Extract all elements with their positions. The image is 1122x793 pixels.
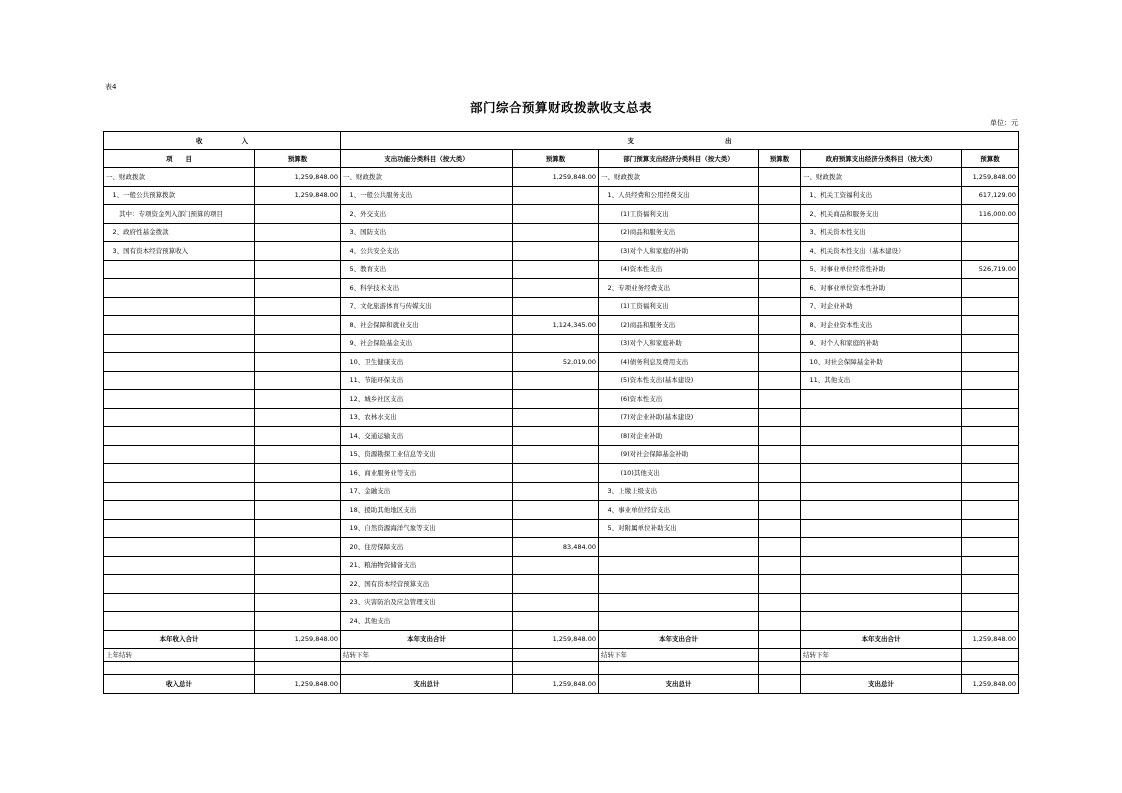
dept-econ-budget (759, 279, 801, 298)
gov-econ-item: 1、机关工资福利支出 (801, 186, 962, 205)
carry-income: 上年结转 (104, 649, 255, 662)
gov-econ-budget (962, 390, 1019, 409)
gov-econ-budget (962, 556, 1019, 575)
dept-econ-item: (8)对企业补助 (599, 427, 759, 446)
income-item: 3、国有资本经营预算收入 (104, 242, 255, 261)
gov-econ-item: 11、其他支出 (801, 371, 962, 390)
income-item (104, 445, 255, 464)
gov-grand-value: 1,259,848.00 (962, 675, 1019, 694)
func-item: 11、节能环保支出 (341, 371, 513, 390)
gov-econ-budget (962, 279, 1019, 298)
income-item (104, 260, 255, 279)
func-budget (513, 575, 599, 594)
dept-econ-budget (759, 556, 801, 575)
income-budget (255, 445, 341, 464)
gov-econ-item: 7、对企业补助 (801, 297, 962, 316)
gov-econ-item: 10、对社会保障基金补助 (801, 353, 962, 372)
gov-econ-item (801, 519, 962, 538)
gov-econ-item (801, 556, 962, 575)
func-item: 22、国有资本经营预算支出 (341, 575, 513, 594)
income-budget (255, 519, 341, 538)
func-budget (513, 612, 599, 631)
gov-econ-item (801, 408, 962, 427)
table-row (104, 408, 1019, 427)
dept-econ-item: (2)商品和服务支出 (599, 223, 759, 242)
table-row (104, 297, 1019, 316)
table-row (104, 556, 1019, 575)
func-item: 8、社会保障和就业支出 (341, 316, 513, 335)
func-item: 19、自然资源海洋气象等支出 (341, 519, 513, 538)
dept-econ-item: (5)资本性支出(基本建设) (599, 371, 759, 390)
table-row (104, 316, 1019, 335)
func-item: 1、一般公共服务支出 (341, 186, 513, 205)
income-item (104, 612, 255, 631)
gov-econ-item: 2、机关商品和服务支出 (801, 205, 962, 224)
func-item: 3、国防支出 (341, 223, 513, 242)
income-total-value: 1,259,848.00 (255, 630, 341, 649)
income-item (104, 556, 255, 575)
func-budget: 1,259,848.00 (513, 168, 599, 187)
func-budget (513, 186, 599, 205)
func-item: 10、卫生健康支出 (341, 353, 513, 372)
col-gov-econ-header: 政府预算支出经济分类科目（按大类） (801, 150, 962, 168)
func-item: 5、教育支出 (341, 260, 513, 279)
gov-econ-budget (962, 501, 1019, 520)
gov-econ-item (801, 501, 962, 520)
income-budget (255, 575, 341, 594)
dept-econ-budget (759, 538, 801, 557)
gov-econ-item: 3、机关资本性支出 (801, 223, 962, 242)
dept-econ-item (599, 593, 759, 612)
gov-econ-budget (962, 464, 1019, 483)
dept-econ-item: 3、上缴上级支出 (599, 482, 759, 501)
func-item: 6、科学技术支出 (341, 279, 513, 298)
dept-total-value (759, 630, 801, 649)
income-item: 1、一般公共预算拨款 (104, 186, 255, 205)
income-item (104, 538, 255, 557)
gov-econ-item: 4、机关资本性支出（基本建设） (801, 242, 962, 261)
func-total-label: 本年支出合计 (341, 630, 513, 649)
income-item: 一、财政拨款 (104, 168, 255, 187)
income-header: 收 入 (104, 132, 341, 150)
dept-econ-item: (4)债务利息及费用支出 (599, 353, 759, 372)
gov-econ-budget (962, 316, 1019, 335)
income-item (104, 519, 255, 538)
func-item: 4、公共安全支出 (341, 242, 513, 261)
table-row (104, 390, 1019, 409)
gov-econ-item (801, 538, 962, 557)
dept-econ-budget (759, 371, 801, 390)
func-budget (513, 205, 599, 224)
func-item: 18、援助其他地区支出 (341, 501, 513, 520)
func-item: 14、交通运输支出 (341, 427, 513, 446)
gov-econ-item (801, 445, 962, 464)
income-budget (255, 371, 341, 390)
expense-header: 支 出 (341, 132, 1019, 150)
func-budget (513, 501, 599, 520)
gov-econ-budget (962, 242, 1019, 261)
gov-econ-item: 8、对企业资本性支出 (801, 316, 962, 335)
dept-econ-budget (759, 501, 801, 520)
gov-econ-budget: 1,259,848.00 (962, 168, 1019, 187)
gov-econ-item (801, 464, 962, 483)
income-budget (255, 205, 341, 224)
gov-grand-label: 支出总计 (801, 675, 962, 694)
dept-econ-budget (759, 519, 801, 538)
gov-econ-budget: 526,719.00 (962, 260, 1019, 279)
dept-econ-budget (759, 464, 801, 483)
table-row (104, 334, 1019, 353)
col-func-header: 支出功能分类科目（按大类） (341, 150, 513, 168)
func-budget (513, 482, 599, 501)
table-row (104, 538, 1019, 557)
table-row (104, 612, 1019, 631)
dept-econ-budget (759, 186, 801, 205)
income-grand-label: 收入总计 (104, 675, 255, 694)
carry-func: 结转下年 (341, 649, 513, 662)
gov-econ-budget (962, 371, 1019, 390)
table-row (104, 371, 1019, 390)
func-grand-label: 支出总计 (341, 675, 513, 694)
income-item (104, 501, 255, 520)
gov-econ-budget (962, 297, 1019, 316)
gov-econ-budget (962, 353, 1019, 372)
dept-econ-item: (3)对个人和家庭补助 (599, 334, 759, 353)
dept-econ-budget (759, 260, 801, 279)
col-budget-header: 预算数 (513, 150, 599, 168)
carry-dept: 结转下年 (599, 649, 759, 662)
gov-econ-budget (962, 223, 1019, 242)
func-budget (513, 390, 599, 409)
table-row (104, 353, 1019, 372)
table-row (104, 501, 1019, 520)
func-item: 16、商业服务业等支出 (341, 464, 513, 483)
dept-econ-budget (759, 408, 801, 427)
dept-econ-budget (759, 612, 801, 631)
func-item: 23、灾害防治及应急管理支出 (341, 593, 513, 612)
dept-econ-budget (759, 593, 801, 612)
dept-econ-item: (9)对社会保障基金补助 (599, 445, 759, 464)
gov-econ-budget: 617,129.00 (962, 186, 1019, 205)
dept-econ-budget (759, 223, 801, 242)
income-item (104, 427, 255, 446)
table-row (104, 242, 1019, 261)
func-budget: 1,124,345.00 (513, 316, 599, 335)
func-item: 20、住房保障支出 (341, 538, 513, 557)
col-budget-header: 预算数 (759, 150, 801, 168)
gov-econ-budget (962, 612, 1019, 631)
gov-econ-item (801, 612, 962, 631)
func-item: 2、外交支出 (341, 205, 513, 224)
dept-econ-item: 4、事业单位经营支出 (599, 501, 759, 520)
func-budget (513, 427, 599, 446)
func-budget: 52,019.00 (513, 353, 599, 372)
dept-econ-item (599, 538, 759, 557)
income-budget (255, 501, 341, 520)
table-row (104, 427, 1019, 446)
income-budget (255, 408, 341, 427)
dept-econ-budget (759, 242, 801, 261)
gov-econ-budget (962, 334, 1019, 353)
dept-econ-item (599, 612, 759, 631)
func-item: 24、其他支出 (341, 612, 513, 631)
table-row (104, 445, 1019, 464)
gov-econ-budget (962, 408, 1019, 427)
func-grand-value: 1,259,848.00 (513, 675, 599, 694)
dept-econ-item: 一、财政拨款 (599, 168, 759, 187)
dept-econ-item: (6)资本性支出 (599, 390, 759, 409)
col-budget-header: 预算数 (255, 150, 341, 168)
dept-econ-budget (759, 575, 801, 594)
income-budget (255, 242, 341, 261)
func-budget (513, 556, 599, 575)
dept-econ-item: (3)对个人和家庭的补助 (599, 242, 759, 261)
dept-econ-item: (4)资本性支出 (599, 260, 759, 279)
dept-econ-item: (7)对企业补助(基本建设) (599, 408, 759, 427)
func-item: 13、农林水支出 (341, 408, 513, 427)
gov-econ-item (801, 593, 962, 612)
dept-econ-item: 2、专项业务经费支出 (599, 279, 759, 298)
func-budget (513, 223, 599, 242)
page-title: 部门综合预算财政拨款收支总表 (469, 100, 652, 115)
dept-econ-item: (2)商品和服务支出 (599, 316, 759, 335)
dept-econ-item: (1)工资福利支出 (599, 205, 759, 224)
dept-econ-item (599, 556, 759, 575)
gov-econ-item (801, 575, 962, 594)
gov-econ-budget: 116,000.00 (962, 205, 1019, 224)
table-row (104, 575, 1019, 594)
income-budget (255, 612, 341, 631)
income-item (104, 575, 255, 594)
income-budget (255, 316, 341, 335)
col-budget-header: 预算数 (962, 150, 1019, 168)
func-budget (513, 408, 599, 427)
dept-econ-budget (759, 427, 801, 446)
table-row (104, 260, 1019, 279)
income-grand-value: 1,259,848.00 (255, 675, 341, 694)
income-budget (255, 223, 341, 242)
func-budget (513, 297, 599, 316)
dept-total-label: 本年支出合计 (599, 630, 759, 649)
dept-econ-budget (759, 297, 801, 316)
func-item: 9、社会保险基金支出 (341, 334, 513, 353)
income-item (104, 593, 255, 612)
func-budget (513, 519, 599, 538)
income-item (104, 279, 255, 298)
income-budget: 1,259,848.00 (255, 168, 341, 187)
income-budget: 1,259,848.00 (255, 186, 341, 205)
func-budget (513, 464, 599, 483)
gov-econ-item: 一、财政拨款 (801, 168, 962, 187)
income-budget (255, 593, 341, 612)
table-row (104, 482, 1019, 501)
func-budget (513, 445, 599, 464)
income-item (104, 297, 255, 316)
table-row (104, 519, 1019, 538)
gov-econ-budget (962, 427, 1019, 446)
func-budget: 83,484.00 (513, 538, 599, 557)
gov-econ-item (801, 482, 962, 501)
func-item: 17、金融支出 (341, 482, 513, 501)
income-item: 其中：专项资金列入部门预算的项目 (104, 205, 255, 224)
dept-econ-item (599, 575, 759, 594)
func-item: 15、资源勘探工业信息等支出 (341, 445, 513, 464)
income-budget (255, 279, 341, 298)
gov-total-label: 本年支出合计 (801, 630, 962, 649)
table-row (104, 168, 1019, 187)
dept-grand-value (759, 675, 801, 694)
carry-gov: 结转下年 (801, 649, 962, 662)
gov-econ-budget (962, 519, 1019, 538)
income-budget (255, 297, 341, 316)
dept-econ-budget (759, 205, 801, 224)
income-item (104, 334, 255, 353)
table-tag: 表4 (105, 83, 117, 91)
income-budget (255, 538, 341, 557)
table-row (104, 205, 1019, 224)
income-item (104, 408, 255, 427)
table-row (104, 186, 1019, 205)
income-budget (255, 390, 341, 409)
gov-econ-budget (962, 575, 1019, 594)
func-item: 12、城乡社区支出 (341, 390, 513, 409)
income-item (104, 316, 255, 335)
func-budget (513, 279, 599, 298)
gov-econ-item: 6、对事业单位资本性补助 (801, 279, 962, 298)
table-row (104, 593, 1019, 612)
income-item (104, 371, 255, 390)
dept-econ-budget (759, 334, 801, 353)
income-total-label: 本年收入合计 (104, 630, 255, 649)
income-item (104, 464, 255, 483)
income-budget (255, 334, 341, 353)
dept-econ-item: 5、对附属单位补助支出 (599, 519, 759, 538)
income-budget (255, 556, 341, 575)
col-item-header: 项 目 (104, 150, 255, 168)
gov-econ-item (801, 390, 962, 409)
gov-econ-item (801, 427, 962, 446)
table-row (104, 223, 1019, 242)
income-budget (255, 427, 341, 446)
func-item: 一、财政拨款 (341, 168, 513, 187)
table-row (104, 464, 1019, 483)
gov-econ-budget (962, 538, 1019, 557)
gov-econ-item: 9、对个人和家庭的补助 (801, 334, 962, 353)
dept-econ-budget (759, 482, 801, 501)
budget-table (103, 131, 1019, 694)
dept-econ-budget (759, 353, 801, 372)
dept-econ-budget (759, 390, 801, 409)
income-item: 2、政府性基金拨款 (104, 223, 255, 242)
gov-econ-budget (962, 445, 1019, 464)
income-budget (255, 482, 341, 501)
dept-econ-item: (10)其他支出 (599, 464, 759, 483)
func-budget (513, 260, 599, 279)
income-budget (255, 260, 341, 279)
func-item: 7、文化旅游体育与传媒支出 (341, 297, 513, 316)
func-budget (513, 593, 599, 612)
func-budget (513, 334, 599, 353)
dept-econ-budget (759, 168, 801, 187)
func-total-value: 1,259,848.00 (513, 630, 599, 649)
gov-econ-item: 5、对事业单位经常性补助 (801, 260, 962, 279)
func-budget (513, 242, 599, 261)
table-row (104, 279, 1019, 298)
dept-econ-item: (1)工资福利支出 (599, 297, 759, 316)
gov-total-value: 1,259,848.00 (962, 630, 1019, 649)
dept-econ-item: 1、人员经费和公用经费支出 (599, 186, 759, 205)
income-item (104, 353, 255, 372)
dept-econ-budget (759, 445, 801, 464)
dept-econ-budget (759, 316, 801, 335)
income-item (104, 390, 255, 409)
gov-econ-budget (962, 482, 1019, 501)
income-budget (255, 353, 341, 372)
income-item (104, 482, 255, 501)
income-budget (255, 464, 341, 483)
gov-econ-budget (962, 593, 1019, 612)
func-budget (513, 371, 599, 390)
col-dept-econ-header: 部门预算支出经济分类科目（按大类） (599, 150, 759, 168)
unit-label: 单位：元 (990, 119, 1018, 127)
dept-grand-label: 支出总计 (599, 675, 759, 694)
func-item: 21、粮油物资储备支出 (341, 556, 513, 575)
